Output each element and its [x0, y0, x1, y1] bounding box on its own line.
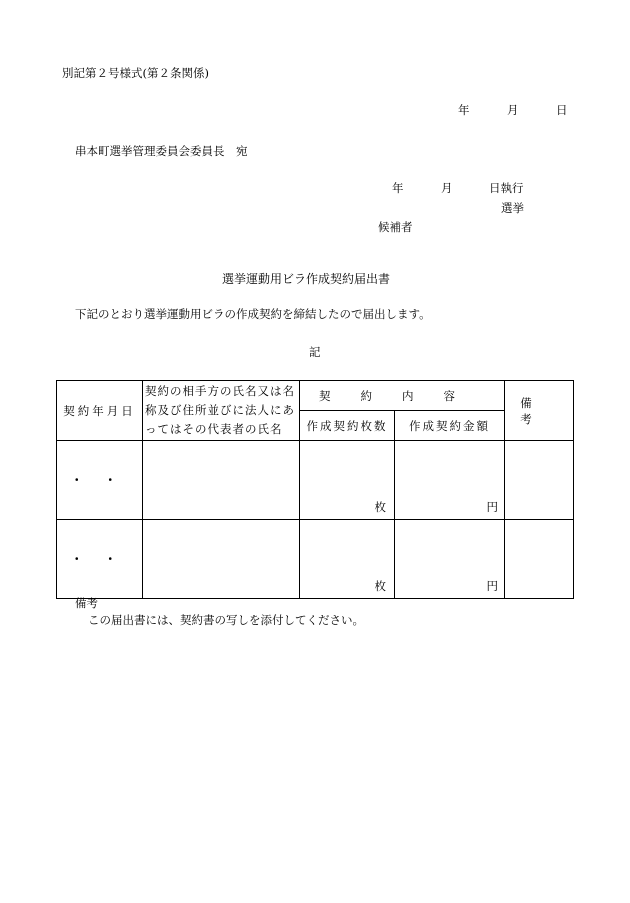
row-notes[interactable]	[505, 520, 574, 599]
statement: 下記のとおり選挙運動用ビラの作成契約を締結したので届出します。	[75, 307, 431, 321]
remarks-text: この届出書には、契約書の写しを添付してください。	[88, 613, 364, 627]
table-row	[57, 441, 574, 520]
row-counterparty[interactable]	[143, 441, 300, 520]
ki-label: 記	[309, 345, 321, 359]
row-date[interactable]: ・・	[57, 520, 143, 599]
document-title: 選挙運動用ビラ作成契約届出書	[222, 272, 391, 286]
row-counterparty[interactable]	[143, 520, 300, 599]
date-month: 月	[507, 103, 519, 117]
form-label: 別記第２号様式(第２条関係)	[62, 66, 209, 80]
row-notes[interactable]	[505, 441, 574, 520]
election-label: 選挙	[501, 201, 524, 215]
header-contract-date: 契約年月日	[57, 381, 143, 441]
contract-table	[56, 380, 574, 599]
row-date[interactable]: ・・	[57, 441, 143, 520]
remarks-label: 備考	[75, 596, 98, 610]
row-amount[interactable]: 円	[395, 520, 505, 599]
header-contract-content	[300, 381, 505, 411]
election-year: 年	[392, 181, 404, 195]
header-notes-text: 備考	[520, 395, 558, 426]
date-year: 年	[458, 103, 470, 117]
election-day-exec: 日執行	[489, 181, 524, 195]
header-amount: 作成契約金額	[395, 411, 505, 441]
row-count[interactable]: 枚	[300, 441, 395, 520]
addressee: 串本町選挙管理委員会委員長 宛	[75, 144, 248, 158]
row-count[interactable]: 枚	[300, 520, 395, 599]
header-contract-content-text: 契約内容	[319, 388, 485, 403]
header-counterparty: 契約の相手方の氏名又は名称及び住所並びに法人にあってはその代表者の氏名	[143, 381, 300, 441]
candidate-label: 候補者	[378, 220, 413, 234]
table-row	[57, 520, 574, 599]
header-notes	[505, 381, 574, 441]
row-amount[interactable]: 円	[395, 441, 505, 520]
header-count: 作成契約枚数	[300, 411, 395, 441]
election-month: 月	[441, 181, 453, 195]
date-day: 日	[556, 103, 568, 117]
